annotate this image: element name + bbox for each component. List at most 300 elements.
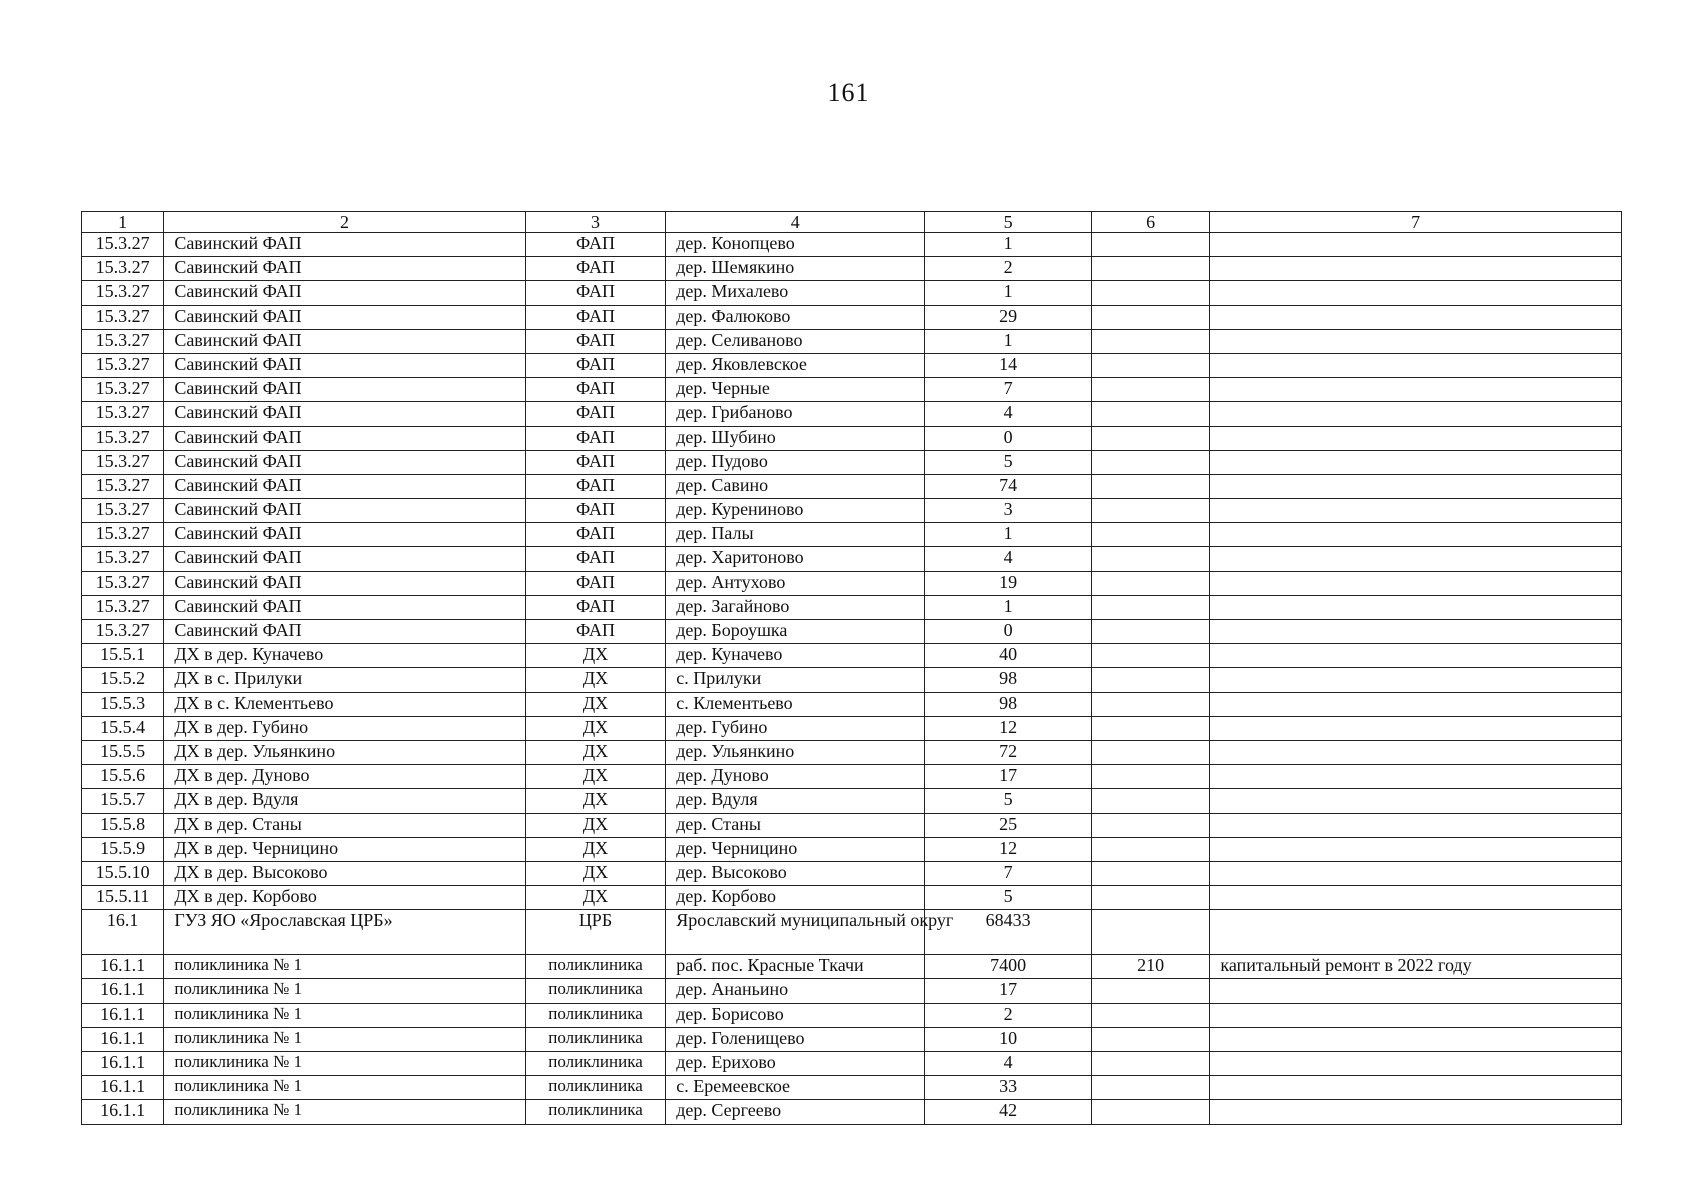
cell-column-6 <box>1091 789 1209 813</box>
table-row <box>82 789 1622 813</box>
cell-column-7 <box>1210 257 1622 281</box>
cell-facility-name: поликлиника № 1 <box>164 1100 525 1124</box>
cell-facility-type: ДХ <box>525 644 666 668</box>
column-header-7: 7 <box>1210 212 1622 233</box>
cell-facility-name: поликлиника № 1 <box>164 1003 525 1027</box>
cell-population: 1 <box>925 595 1092 619</box>
cell-facility-type: поликлиника <box>525 1100 666 1124</box>
cell-population: 12 <box>925 716 1092 740</box>
table-row <box>82 426 1622 450</box>
cell-column-7 <box>1210 1100 1622 1124</box>
cell-number: 16.1.1 <box>82 1027 164 1051</box>
table-row <box>82 644 1622 668</box>
cell-column-7 <box>1210 644 1622 668</box>
cell-number: 15.5.9 <box>82 837 164 861</box>
column-header-2: 2 <box>164 212 525 233</box>
table-row <box>82 595 1622 619</box>
cell-population: 2 <box>925 257 1092 281</box>
cell-facility-type: ДХ <box>525 886 666 910</box>
cell-settlement: дер. Антухово <box>666 571 925 595</box>
cell-facility-type: ДХ <box>525 668 666 692</box>
cell-settlement: дер. Михалево <box>666 281 925 305</box>
cell-column-6 <box>1091 474 1209 498</box>
cell-population: 1 <box>925 523 1092 547</box>
cell-number: 15.3.27 <box>82 257 164 281</box>
cell-settlement: дер. Куначево <box>666 644 925 668</box>
column-header-4: 4 <box>666 212 925 233</box>
cell-column-6 <box>1091 692 1209 716</box>
cell-facility-name: Савинский ФАП <box>164 595 525 619</box>
cell-facility-type: ДХ <box>525 716 666 740</box>
cell-facility-name: ДХ в дер. Куначево <box>164 644 525 668</box>
cell-population: 4 <box>925 402 1092 426</box>
cell-facility-name: поликлиника № 1 <box>164 955 525 979</box>
cell-column-6 <box>1091 813 1209 837</box>
cell-settlement: дер. Губино <box>666 716 925 740</box>
cell-number: 15.3.27 <box>82 329 164 353</box>
cell-facility-type: ФАП <box>525 523 666 547</box>
cell-settlement: дер. Голенищево <box>666 1027 925 1051</box>
cell-column-6 <box>1091 837 1209 861</box>
cell-settlement: дер. Яковлевское <box>666 353 925 377</box>
cell-column-7 <box>1210 979 1622 1003</box>
cell-settlement: дер. Высоково <box>666 861 925 885</box>
cell-number: 15.5.1 <box>82 644 164 668</box>
cell-facility-name: Савинский ФАП <box>164 257 525 281</box>
table-row <box>82 257 1622 281</box>
cell-facility-type: ФАП <box>525 305 666 329</box>
table-row <box>82 1052 1622 1076</box>
cell-number: 15.3.27 <box>82 523 164 547</box>
cell-facility-type: ФАП <box>525 281 666 305</box>
cell-number: 15.3.27 <box>82 474 164 498</box>
header-row <box>82 212 1622 233</box>
cell-population: 3 <box>925 499 1092 523</box>
cell-facility-type: ФАП <box>525 474 666 498</box>
cell-settlement: дер. Ерихово <box>666 1052 925 1076</box>
table-row <box>82 620 1622 644</box>
cell-settlement: дер. Конопцево <box>666 233 925 257</box>
cell-column-6 <box>1091 668 1209 692</box>
cell-column-7 <box>1210 1076 1622 1100</box>
cell-column-6 <box>1091 499 1209 523</box>
cell-facility-name: Савинский ФАП <box>164 305 525 329</box>
cell-facility-type: ДХ <box>525 765 666 789</box>
cell-column-7 <box>1210 1027 1622 1051</box>
cell-column-7 <box>1210 861 1622 885</box>
cell-population: 42 <box>925 1100 1092 1124</box>
cell-column-6 <box>1091 426 1209 450</box>
cell-facility-type: поликлиника <box>525 1052 666 1076</box>
cell-settlement: Ярославский муниципальный округ <box>666 910 925 955</box>
cell-column-7 <box>1210 595 1622 619</box>
cell-facility-name: ДХ в дер. Высоково <box>164 861 525 885</box>
cell-column-6 <box>1091 765 1209 789</box>
table-row <box>82 979 1622 1003</box>
cell-facility-type: ФАП <box>525 450 666 474</box>
table-row <box>82 233 1622 257</box>
cell-column-7 <box>1210 547 1622 571</box>
cell-facility-name: ДХ в дер. Губино <box>164 716 525 740</box>
table-row <box>82 499 1622 523</box>
cell-facility-name: Савинский ФАП <box>164 329 525 353</box>
cell-number: 16.1.1 <box>82 955 164 979</box>
cell-settlement: дер. Станы <box>666 813 925 837</box>
cell-facility-name: Савинский ФАП <box>164 547 525 571</box>
cell-number: 15.3.27 <box>82 547 164 571</box>
cell-facility-name: поликлиника № 1 <box>164 1052 525 1076</box>
cell-settlement: дер. Корбово <box>666 886 925 910</box>
cell-number: 15.3.27 <box>82 402 164 426</box>
cell-facility-type: поликлиника <box>525 1027 666 1051</box>
cell-population: 7400 <box>925 955 1092 979</box>
table-row <box>82 1003 1622 1027</box>
cell-number: 15.3.27 <box>82 499 164 523</box>
cell-number: 16.1.1 <box>82 1052 164 1076</box>
cell-column-6 <box>1091 1100 1209 1124</box>
cell-number: 15.3.27 <box>82 378 164 402</box>
cell-facility-type: ДХ <box>525 740 666 764</box>
cell-population: 98 <box>925 668 1092 692</box>
cell-population: 98 <box>925 692 1092 716</box>
cell-facility-name: Савинский ФАП <box>164 281 525 305</box>
cell-settlement: дер. Дуново <box>666 765 925 789</box>
cell-population: 29 <box>925 305 1092 329</box>
table-row <box>82 955 1622 979</box>
cell-column-7 <box>1210 571 1622 595</box>
cell-number: 15.5.6 <box>82 765 164 789</box>
table-row <box>82 1076 1622 1100</box>
cell-column-7 <box>1210 305 1622 329</box>
cell-facility-name: поликлиника № 1 <box>164 979 525 1003</box>
cell-facility-type: ФАП <box>525 378 666 402</box>
cell-column-7 <box>1210 1052 1622 1076</box>
cell-column-6 <box>1091 716 1209 740</box>
page-number: 161 <box>827 78 870 107</box>
cell-facility-type: поликлиника <box>525 1076 666 1100</box>
cell-column-7 <box>1210 474 1622 498</box>
cell-facility-name: поликлиника № 1 <box>164 1027 525 1051</box>
cell-number: 15.5.4 <box>82 716 164 740</box>
cell-population: 68433 <box>925 910 1092 955</box>
column-header-6: 6 <box>1091 212 1209 233</box>
column-header-5: 5 <box>925 212 1092 233</box>
cell-column-6 <box>1091 257 1209 281</box>
cell-column-6 <box>1091 620 1209 644</box>
cell-population: 0 <box>925 620 1092 644</box>
cell-settlement: дер. Харитоново <box>666 547 925 571</box>
cell-facility-name: Савинский ФАП <box>164 378 525 402</box>
cell-settlement: дер. Селиваново <box>666 329 925 353</box>
cell-number: 15.5.11 <box>82 886 164 910</box>
cell-number: 15.5.7 <box>82 789 164 813</box>
cell-population: 5 <box>925 450 1092 474</box>
cell-facility-name: ДХ в дер. Черницино <box>164 837 525 861</box>
table-row <box>82 716 1622 740</box>
cell-column-7 <box>1210 402 1622 426</box>
cell-settlement: раб. пос. Красные Ткачи <box>666 955 925 979</box>
cell-number: 15.3.27 <box>82 620 164 644</box>
cell-settlement: дер. Палы <box>666 523 925 547</box>
cell-number: 15.5.8 <box>82 813 164 837</box>
cell-number: 15.5.5 <box>82 740 164 764</box>
column-header-1: 1 <box>82 212 164 233</box>
cell-column-7: капитальный ремонт в 2022 году <box>1210 955 1622 979</box>
cell-number: 15.3.27 <box>82 281 164 305</box>
cell-column-6: 210 <box>1091 955 1209 979</box>
cell-settlement: дер. Черные <box>666 378 925 402</box>
table-row <box>82 668 1622 692</box>
cell-facility-name: Савинский ФАП <box>164 474 525 498</box>
cell-facility-name: Савинский ФАП <box>164 620 525 644</box>
cell-population: 0 <box>925 426 1092 450</box>
table-row <box>82 765 1622 789</box>
cell-settlement: дер. Бороушка <box>666 620 925 644</box>
cell-column-7 <box>1210 523 1622 547</box>
cell-settlement: дер. Загайново <box>666 595 925 619</box>
table-row <box>82 813 1622 837</box>
cell-facility-name: Савинский ФАП <box>164 571 525 595</box>
cell-column-6 <box>1091 353 1209 377</box>
cell-facility-type: поликлиника <box>525 955 666 979</box>
cell-number: 15.3.27 <box>82 450 164 474</box>
cell-facility-name: ДХ в дер. Станы <box>164 813 525 837</box>
cell-population: 17 <box>925 765 1092 789</box>
cell-population: 7 <box>925 378 1092 402</box>
cell-population: 2 <box>925 1003 1092 1027</box>
cell-facility-type: ФАП <box>525 329 666 353</box>
cell-population: 1 <box>925 233 1092 257</box>
cell-facility-type: ДХ <box>525 837 666 861</box>
cell-number: 16.1.1 <box>82 979 164 1003</box>
cell-facility-type: ФАП <box>525 233 666 257</box>
cell-column-6 <box>1091 886 1209 910</box>
cell-facility-name: поликлиника № 1 <box>164 1076 525 1100</box>
cell-settlement: дер. Ананьино <box>666 979 925 1003</box>
cell-facility-type: ФАП <box>525 620 666 644</box>
cell-facility-name: Савинский ФАП <box>164 450 525 474</box>
cell-settlement: дер. Борисово <box>666 1003 925 1027</box>
table-row <box>82 402 1622 426</box>
cell-column-6 <box>1091 910 1209 955</box>
cell-column-7 <box>1210 450 1622 474</box>
cell-settlement: с. Прилуки <box>666 668 925 692</box>
cell-facility-type: ФАП <box>525 426 666 450</box>
cell-population: 4 <box>925 1052 1092 1076</box>
cell-settlement: дер. Пудово <box>666 450 925 474</box>
cell-population: 1 <box>925 329 1092 353</box>
cell-population: 19 <box>925 571 1092 595</box>
cell-settlement: дер. Савино <box>666 474 925 498</box>
cell-facility-name: Савинский ФАП <box>164 499 525 523</box>
table-row <box>82 837 1622 861</box>
cell-column-6 <box>1091 1003 1209 1027</box>
cell-facility-name: Савинский ФАП <box>164 402 525 426</box>
cell-column-6 <box>1091 378 1209 402</box>
cell-number: 15.3.27 <box>82 571 164 595</box>
cell-column-6 <box>1091 305 1209 329</box>
cell-column-7 <box>1210 740 1622 764</box>
cell-column-7 <box>1210 813 1622 837</box>
cell-column-7 <box>1210 281 1622 305</box>
cell-column-6 <box>1091 523 1209 547</box>
cell-settlement: дер. Вдуля <box>666 789 925 813</box>
cell-number: 15.5.2 <box>82 668 164 692</box>
cell-number: 15.5.3 <box>82 692 164 716</box>
cell-column-7 <box>1210 692 1622 716</box>
cell-population: 1 <box>925 281 1092 305</box>
cell-column-6 <box>1091 233 1209 257</box>
cell-facility-name: ДХ в дер. Корбово <box>164 886 525 910</box>
cell-column-7 <box>1210 910 1622 955</box>
cell-number: 16.1.1 <box>82 1076 164 1100</box>
cell-number: 16.1.1 <box>82 1100 164 1124</box>
cell-facility-type: ДХ <box>525 813 666 837</box>
cell-facility-name: ДХ в дер. Ульянкино <box>164 740 525 764</box>
cell-column-7 <box>1210 620 1622 644</box>
table-body <box>82 233 1622 1125</box>
cell-number: 15.3.27 <box>82 353 164 377</box>
cell-column-6 <box>1091 1076 1209 1100</box>
cell-column-6 <box>1091 1052 1209 1076</box>
cell-population: 5 <box>925 886 1092 910</box>
cell-column-7 <box>1210 765 1622 789</box>
cell-column-6 <box>1091 979 1209 1003</box>
cell-column-7 <box>1210 789 1622 813</box>
table-row <box>82 740 1622 764</box>
cell-population: 40 <box>925 644 1092 668</box>
cell-settlement: дер. Ульянкино <box>666 740 925 764</box>
cell-settlement: дер. Шемякино <box>666 257 925 281</box>
cell-settlement: дер. Сергеево <box>666 1100 925 1124</box>
cell-column-7 <box>1210 837 1622 861</box>
cell-settlement: дер. Грибаново <box>666 402 925 426</box>
cell-number: 16.1 <box>82 910 164 955</box>
table-row <box>82 547 1622 571</box>
table-row <box>82 571 1622 595</box>
cell-facility-type: поликлиника <box>525 979 666 1003</box>
cell-column-7 <box>1210 378 1622 402</box>
cell-facility-name: Савинский ФАП <box>164 426 525 450</box>
table-row <box>82 886 1622 910</box>
cell-facility-type: ДХ <box>525 789 666 813</box>
cell-population: 10 <box>925 1027 1092 1051</box>
cell-settlement: дер. Шубино <box>666 426 925 450</box>
cell-column-6 <box>1091 571 1209 595</box>
cell-facility-name: Савинский ФАП <box>164 233 525 257</box>
cell-column-7 <box>1210 499 1622 523</box>
cell-column-7 <box>1210 353 1622 377</box>
cell-population: 74 <box>925 474 1092 498</box>
cell-settlement: дер. Фалюково <box>666 305 925 329</box>
cell-facility-type: ФАП <box>525 595 666 619</box>
cell-population: 17 <box>925 979 1092 1003</box>
cell-number: 15.3.27 <box>82 305 164 329</box>
cell-column-6 <box>1091 402 1209 426</box>
cell-population: 72 <box>925 740 1092 764</box>
table-row <box>82 305 1622 329</box>
cell-facility-name: ДХ в дер. Дуново <box>164 765 525 789</box>
table-row <box>82 861 1622 885</box>
cell-column-7 <box>1210 716 1622 740</box>
cell-column-6 <box>1091 644 1209 668</box>
cell-facility-type: ДХ <box>525 692 666 716</box>
cell-facility-type: ФАП <box>525 402 666 426</box>
cell-population: 12 <box>925 837 1092 861</box>
cell-population: 5 <box>925 789 1092 813</box>
cell-population: 25 <box>925 813 1092 837</box>
cell-facility-type: ФАП <box>525 571 666 595</box>
cell-settlement: дер. Черницино <box>666 837 925 861</box>
table-row <box>82 523 1622 547</box>
cell-number: 15.5.10 <box>82 861 164 885</box>
table-row <box>82 1027 1622 1051</box>
cell-column-7 <box>1210 233 1622 257</box>
cell-facility-name: ДХ в с. Прилуки <box>164 668 525 692</box>
cell-facility-type: ФАП <box>525 257 666 281</box>
cell-settlement: дер. Курениново <box>666 499 925 523</box>
cell-column-6 <box>1091 1027 1209 1051</box>
cell-column-6 <box>1091 861 1209 885</box>
cell-facility-name: ДХ в дер. Вдуля <box>164 789 525 813</box>
table-row <box>82 1100 1622 1124</box>
cell-column-6 <box>1091 281 1209 305</box>
cell-number: 16.1.1 <box>82 1003 164 1027</box>
facilities-table <box>81 211 1622 1125</box>
cell-column-6 <box>1091 740 1209 764</box>
cell-number: 15.3.27 <box>82 595 164 619</box>
cell-facility-name: ГУЗ ЯО «Ярославская ЦРБ» <box>164 910 525 955</box>
cell-facility-name: ДХ в с. Клементьево <box>164 692 525 716</box>
cell-settlement: с. Клементьево <box>666 692 925 716</box>
cell-population: 7 <box>925 861 1092 885</box>
table-row <box>82 450 1622 474</box>
cell-column-7 <box>1210 886 1622 910</box>
cell-column-7 <box>1210 329 1622 353</box>
table-row <box>82 692 1622 716</box>
cell-facility-type: ЦРБ <box>525 910 666 955</box>
cell-column-6 <box>1091 595 1209 619</box>
table-row <box>82 378 1622 402</box>
cell-facility-name: Савинский ФАП <box>164 353 525 377</box>
cell-population: 14 <box>925 353 1092 377</box>
table-row <box>82 353 1622 377</box>
cell-facility-type: ФАП <box>525 353 666 377</box>
cell-facility-type: ФАП <box>525 547 666 571</box>
cell-column-7 <box>1210 1003 1622 1027</box>
cell-settlement: с. Еремеевское <box>666 1076 925 1100</box>
table-header <box>82 212 1622 233</box>
cell-population: 33 <box>925 1076 1092 1100</box>
cell-number: 15.3.27 <box>82 426 164 450</box>
cell-column-6 <box>1091 450 1209 474</box>
cell-number: 15.3.27 <box>82 233 164 257</box>
cell-population: 4 <box>925 547 1092 571</box>
cell-facility-type: поликлиника <box>525 1003 666 1027</box>
table-row <box>82 910 1622 955</box>
table-row <box>82 329 1622 353</box>
table-row <box>82 474 1622 498</box>
cell-column-6 <box>1091 547 1209 571</box>
cell-facility-type: ДХ <box>525 861 666 885</box>
cell-column-7 <box>1210 426 1622 450</box>
cell-column-7 <box>1210 668 1622 692</box>
cell-column-6 <box>1091 329 1209 353</box>
cell-facility-name: Савинский ФАП <box>164 523 525 547</box>
table-row <box>82 281 1622 305</box>
cell-facility-type: ФАП <box>525 499 666 523</box>
column-header-3: 3 <box>525 212 666 233</box>
